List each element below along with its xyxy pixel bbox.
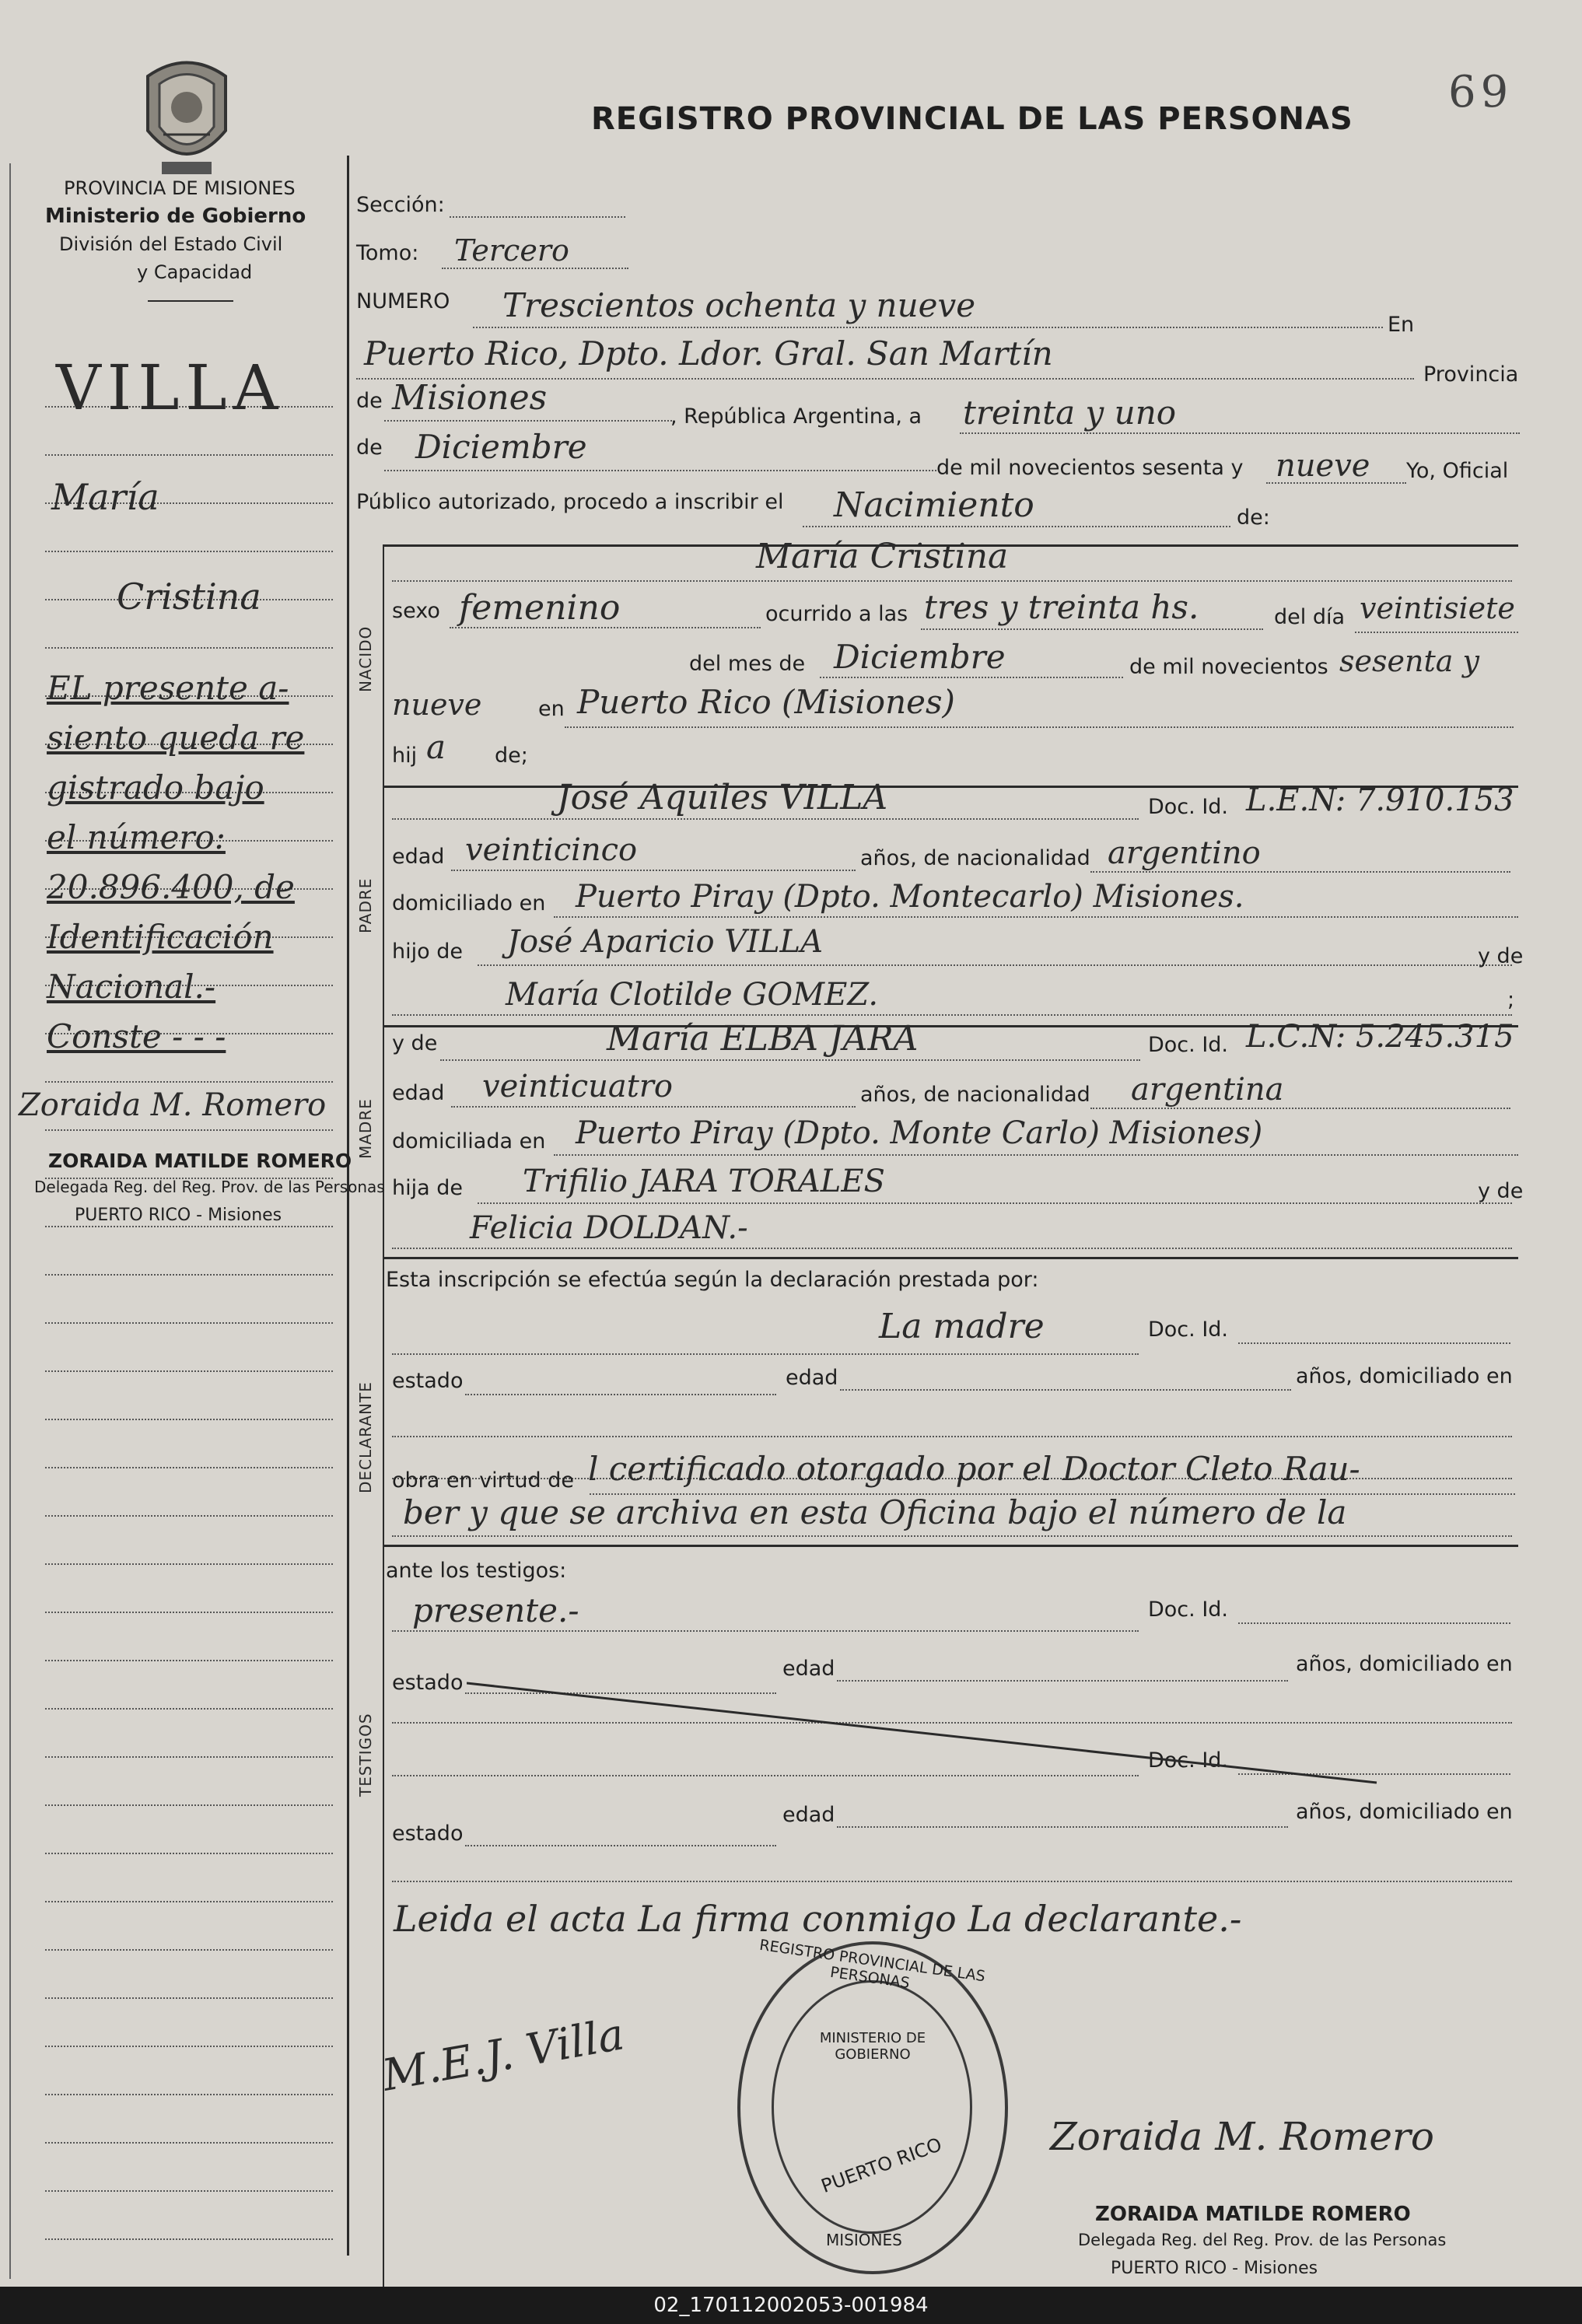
sidebar-rule-line [45,1612,333,1613]
footer-id: 02_170112002053-001984 [0,2287,1582,2324]
sidebar-stamp-place: PUERTO RICO - Misiones [75,1206,282,1225]
field-provincia: Misiones [392,378,548,418]
label-de-colon: de: [1237,506,1270,530]
label-edad-padre: edad [392,845,445,869]
stamp-inner-text: MINISTERIO DE GOBIERNO [819,2030,926,2063]
official-stamp [737,1936,1008,2274]
sidebar-rule-line [45,1467,333,1468]
label-doc-id-padre: Doc. Id. [1148,795,1229,819]
label-doc-id-testigo-2: Doc. Id. [1148,1748,1229,1773]
label-tomo: Tomo: [356,241,419,265]
label-mil-novecientos: de mil novecientos sesenta y [936,456,1244,480]
field-padre-doc: L.E.N: 7.910.153 [1246,782,1514,818]
sidebar-rule-line [45,1997,333,1999]
sidebar-rule-line [45,1419,333,1420]
label-seccion: Sección: [356,193,445,217]
label-y-de-madre: y de [392,1031,438,1055]
sidebar-rule-line [45,2190,333,2192]
field-madre-nombre: María ELBA JARA [607,1019,919,1059]
label-testigos: TESTIGOS [356,1713,375,1797]
document-title: REGISTRO PROVINCIAL DE LAS PERSONAS [591,101,1353,137]
label-edad-madre: edad [392,1081,445,1105]
label-nacido: NACIDO [356,625,375,692]
field-madre-madre: Felicia DOLDAN.- [470,1210,748,1246]
field-madre-doc: L.C.N: 5.245.315 [1246,1019,1514,1055]
label-de-3: de; [495,744,528,768]
sidebar-divider [347,156,349,2256]
sidebar-rule-line [45,1129,333,1131]
field-lugar-nac: Puerto Rico (Misiones) [577,683,955,721]
sidebar-rule-line [45,1515,333,1517]
field-hij-suffix: a [426,728,446,766]
bottom-stamp-name: ZORAIDA MATILDE ROMERO [1095,2203,1411,2226]
signature-declarante: M.E.J. Villa [378,2009,628,2102]
bottom-stamp-role: Delegada Reg. del Reg. Prov. de las Personas [1078,2231,1447,2249]
label-estado-declarante: estado [392,1369,464,1393]
sidebar-surname: VILLA [56,352,285,424]
sidebar-rule-line [45,1274,333,1276]
sidebar-stamp-role: Delegada Reg. del Reg. Prov. de las Personas [34,1178,385,1196]
field-padre-dom: Puerto Piray (Dpto. Montecarlo) Misiones. [576,879,1244,915]
label-ante-testigos: ante los testigos: [386,1559,567,1583]
sidebar-province: PROVINCIA DE MISIONES [64,177,296,199]
label-doc-id-madre: Doc. Id. [1148,1033,1229,1057]
signature-oficial: Zoraida M. Romero [1050,2114,1434,2159]
label-obra: obra en virtud de [392,1468,574,1493]
sidebar-rule-line [45,1081,333,1083]
field-obra-1: l certificado otorgado por el Doctor Cleto Rau- [588,1450,1360,1488]
field-dia-nac: veintisiete [1360,591,1515,625]
field-testigos: presente.- [412,1591,579,1629]
label-republica: , República Argentina, a [670,404,922,429]
field-anio-nac-2: nueve [392,688,482,722]
sidebar-rule-line [45,2238,333,2240]
label-edad-declarante: edad [786,1366,838,1390]
field-numero: Trescientos ochenta y nueve [502,286,976,324]
province-emblem [132,53,241,177]
label-de: de [356,389,383,413]
label-de-2: de [356,436,383,460]
sidebar-rule-line [45,1804,333,1806]
sidebar-ministry: Ministerio de Gobierno [45,205,306,228]
label-de-mil: de mil novecientos [1129,655,1328,679]
label-edad-testigo-1: edad [782,1657,835,1681]
label-anos-dom-testigo-1: años, domiciliado en [1296,1652,1513,1676]
field-obra-2: ber y que se archiva en esta Oficina bajo el número de la [403,1493,1347,1531]
sidebar-division-2: y Capacidad [137,261,253,283]
sidebar-stamp-name: ZORAIDA MATILDE ROMERO [48,1150,352,1172]
strike-line [467,1680,1384,1789]
label-estado-testigo-1: estado [392,1671,464,1695]
label-en: En [1388,313,1415,337]
label-anos-dom-declarante: años, domiciliado en [1296,1364,1513,1388]
label-y-de-padre: y de [1478,944,1524,968]
field-padre-nac: argentino [1108,835,1261,871]
label-declarante: DECLARANTE [356,1381,375,1493]
field-anio-nac-1: sesenta y [1339,644,1479,678]
label-inscripcion: Esta inscripción se efectúa según la declaración prestada por: [386,1268,1039,1292]
field-lugar: Puerto Rico, Dpto. Ldor. Gral. San Martín [364,334,1053,373]
sidebar-rule-line [45,454,333,456]
field-hora: tres y treinta hs. [924,588,1199,626]
field-tomo: Tercero [454,233,569,268]
field-padre-padre: José Aparicio VILLA [507,924,823,960]
label-edad-testigo-2: edad [782,1803,835,1827]
sidebar-rule-line [45,1756,333,1758]
label-del-mes: del mes de [689,652,806,676]
label-numero: NUMERO [356,289,450,313]
sidebar-rule-line [45,1226,333,1227]
label-en-2: en [538,697,565,721]
label-sexo: sexo [392,599,440,623]
field-nombre: María Cristina [756,537,1009,576]
label-hija-de-madre: hija de [392,1176,463,1200]
sidebar-note: EL presente a- siento queda re gistrado bajo el número: 20.896.400, de Identificación Nacional.- Conste - - - [47,669,305,1055]
label-y-de-madre-2: y de [1478,1179,1524,1203]
label-semicolon: ; [1507,988,1515,1012]
stamp-ring-text: REGISTRO PROVINCIAL DE LAS PERSONAS [758,1936,987,1992]
bottom-stamp-place: PUERTO RICO - Misiones [1111,2259,1318,2278]
label-del-dia: del día [1274,605,1346,629]
sidebar-rule-line [45,1370,333,1372]
sidebar-given-name-2: Cristina [117,576,261,618]
label-padre: PADRE [356,877,375,933]
label-madre: MADRE [356,1098,375,1159]
label-estado-testigo-2: estado [392,1822,464,1846]
label-hij: hij [392,744,418,768]
field-madre-padre: Trifilio JARA TORALES [523,1164,885,1199]
label-doc-id-testigo-1: Doc. Id. [1148,1598,1229,1622]
sidebar-rule-line [45,1901,333,1902]
sidebar-rule-line [45,1708,333,1710]
sidebar-rule-line [45,2094,333,2095]
label-domiciliado-padre: domiciliado en [392,891,546,915]
label-hijo-de-padre: hijo de [392,940,463,964]
field-declarante: La madre [879,1307,1045,1346]
sidebar-division: División del Estado Civil [59,233,283,255]
sidebar-rule-line [45,1853,333,1854]
field-anio: nueve [1276,448,1370,484]
field-mes: Diciembre [415,428,587,466]
field-cierre: Leida el acta La firma conmigo La declarante.- [394,1898,1242,1940]
label-anos-nac-padre: años, de nacionalidad [860,846,1090,870]
sidebar-rule-line [45,647,333,649]
sidebar-rule-line [45,2142,333,2144]
sidebar-rule-line [45,1949,333,1951]
sidebar-rule-line [45,1660,333,1661]
stamp-place: PUERTO RICO [818,2133,945,2197]
field-madre-nac: argentina [1131,1072,1284,1108]
label-domiciliada-madre: domiciliada en [392,1129,546,1153]
label-doc-id-declarante: Doc. Id. [1148,1318,1229,1342]
field-mes-nac: Diciembre [834,638,1006,676]
field-madre-dom: Puerto Piray (Dpto. Monte Carlo) Misiones) [576,1115,1263,1151]
field-dia: treinta y uno [963,394,1177,432]
stamp-bottom: MISIONES [826,2231,902,2249]
field-padre-madre: María Clotilde GOMEZ. [506,977,879,1013]
sidebar-rule-line [45,1563,333,1565]
field-sexo: femenino [459,588,621,628]
label-publico: Público autorizado, procedo a inscribir el [356,490,784,514]
sidebar-given-name-1: María [51,476,159,518]
field-acto: Nacimiento [834,485,1034,525]
sidebar-rule-line [45,2046,333,2047]
field-padre-edad: veinticinco [465,832,638,868]
field-madre-edad: veinticuatro [482,1069,673,1104]
label-anos-dom-testigo-2: años, domiciliado en [1296,1800,1513,1824]
label-provincia: Provincia [1423,362,1519,387]
sidebar-signature: Zoraida M. Romero [19,1087,327,1123]
page-number: 69 [1448,67,1514,117]
field-padre-nombre: José Aquiles VILLA [557,778,888,817]
sidebar-rule-line [45,551,333,552]
label-ocurrido: ocurrido a las [765,602,908,626]
label-anos-nac-madre: años, de nacionalidad [860,1083,1090,1107]
label-yo-oficial: Yo, Oficial [1406,459,1509,483]
sidebar-rule-line [45,1322,333,1324]
